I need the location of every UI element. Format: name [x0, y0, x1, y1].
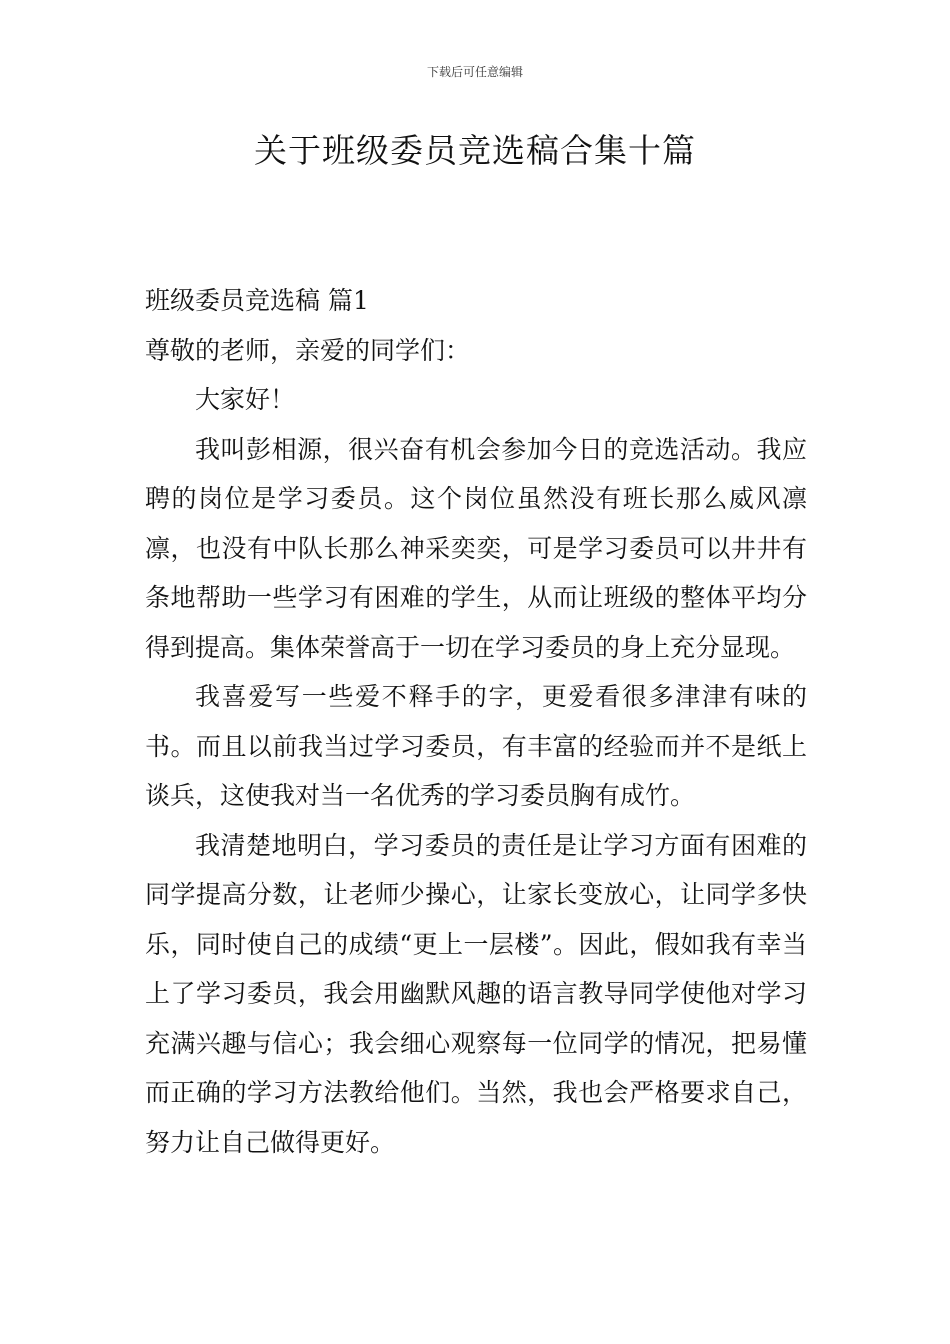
document-body — [145, 276, 807, 1167]
paragraph-responsibility: 我清楚地明白，学习委员的责任是让学习方面有困难的同学提高分数，让老师少操心，让家长变放心，让同学多快乐，同时使自己的成绩“更上一层楼”。因此，假如我有幸当上了学习委员，我会用幽默风趣的语言教导同学使他对学习充满兴趣与信心；我会细心观察每一位同学的情况，把易懂而正确的学习方法教给他们。当然，我也会严格要求自己，努力让自己做得更好。 — [145, 830, 807, 1157]
salutation: 尊敬的老师，亲爱的同学们： — [145, 335, 471, 365]
section-heading: 班级委员竞选稿 篇1 — [145, 286, 369, 315]
document-title: 关于班级委员竞选稿合集十篇 — [254, 131, 696, 170]
page-header-note: 下载后可任意编辑 — [426, 65, 523, 79]
paragraph-experience: 我喜爱写一些爱不释手的字，更爱看很多津津有味的书。而且以前我当过学习委员，有丰富的经验而并不是纸上谈兵，这使我对当一名优秀的学习委员胸有成竹。 — [145, 682, 807, 810]
paragraph-greeting: 大家好！ — [195, 385, 296, 414]
paragraph-introduction: 我叫彭相源，很兴奋有机会参加今日的竞选活动。我应聘的岗位是学习委员。这个岗位虽然没有班长那么威风凛凛，也没有中队长那么神采奕奕，可是学习委员可以井井有条地帮助一些学习有困难的学生，从而让班级的整体平均分得到提高。集体荣誉高于一切在学习委员的身上充分显现。 — [145, 434, 807, 662]
